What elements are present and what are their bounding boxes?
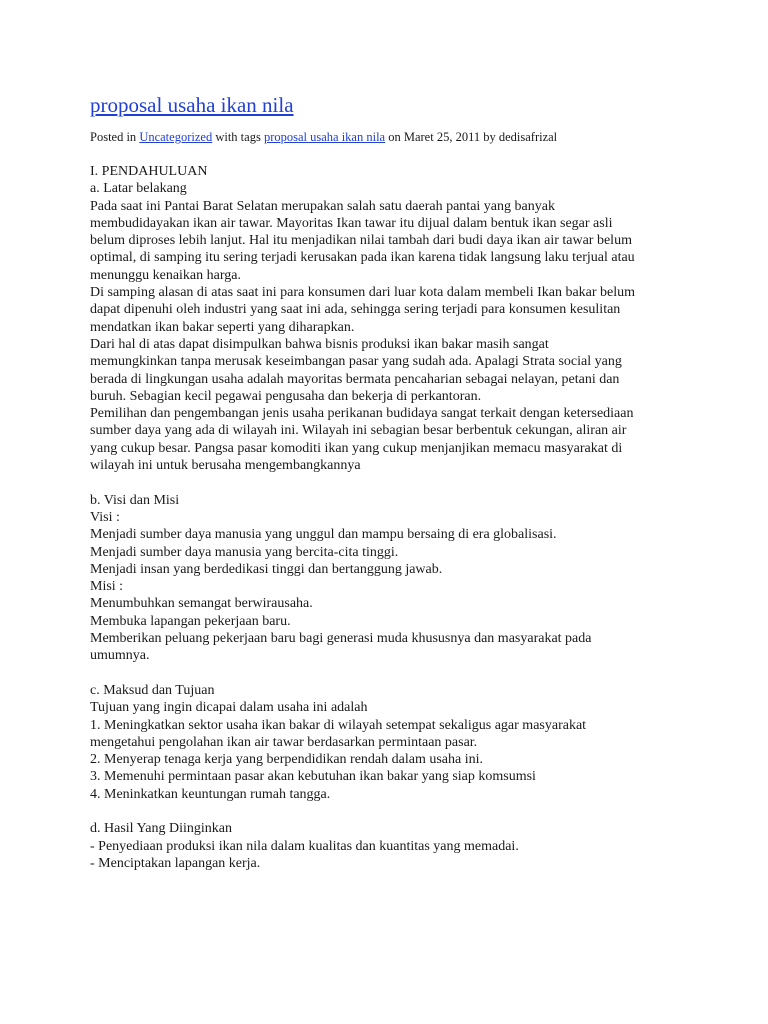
content-line: Di samping alasan di atas saat ini para konsumen dari luar kota dalam membeli Ikan bakar belum [90,285,636,301]
content-line: Menjadi sumber daya manusia yang bercita-cita tinggi. [90,544,399,560]
blank-line [90,474,690,491]
content-line: wilayah ini untuk berusaha mengembangkannya [90,458,361,474]
content-line: Tujuan yang ingin dicapai dalam usaha ini adalah [90,700,368,716]
content-line: mendatkan ikan bakar seperti yang diharapkan. [90,319,355,335]
content-line: Menjadi insan yang berdedikasi tinggi dan bertanggung jawab. [90,561,443,577]
content-line: a. Latar belakang [90,181,187,197]
content-line: 4. Meninkatkan keuntungan rumah tangga. [90,786,331,802]
content-line: buruh. Sebagian kecil pegawai pengusaha dan bekerja di perkantoran. [90,388,482,404]
content-line: Pemilihan dan pengembangan jenis usaha perikanan budidaya sangat terkait dengan ketersediaan [90,406,634,422]
content-line: memungkinkan tanpa merusak keseimbangan pasar yang sudah ada. Apalagi Strata social yang [90,354,622,370]
content-line: I. PENDAHULUAN [90,164,208,179]
content-line: d. Hasil Yang Diinginkan [90,821,232,837]
content-line: 2. Menyerap tenaga kerja yang berpendidikan rendah dalam usaha ini. [90,752,484,768]
post-content [90,163,690,872]
content-line: Membuka lapangan pekerjaan baru. [90,613,291,629]
blank-line [90,665,690,682]
post-title [90,92,690,118]
content-line: 3. Memenuhi permintaan pasar akan kebutuhan ikan bakar yang siap komsumsi [90,769,536,785]
tag-link[interactable]: proposal usaha ikan nila [263,130,386,144]
content-line: yang cukup besar. Pangsa pasar komoditi ikan yang cukup menjanjikan memacu masyarakat di [90,440,623,456]
content-line: Dari hal di atas dapat disimpulkan bahwa bisnis produksi ikan bakar masih sangat [90,336,549,352]
content-line: dapat dipenuhi oleh industri yang saat ini ada, sehingga sering terjadi para konsumen kesulitan [90,302,621,318]
content-line: c. Maksud dan Tujuan [90,682,215,698]
content-line: berada di lingkungan usaha adalah mayoritas bermata pencaharian sebagai nelayan, petani dan [90,371,620,387]
content-line: umumnya. [90,648,150,664]
category-link[interactable]: Uncategorized [139,130,213,144]
content-line: optimal, di samping itu sering terjadi kerusakan pada ikan karena tidak langsung laku terjual atau [90,250,635,266]
content-line: - Menciptakan lapangan kerja. [90,855,261,871]
content-line: menunggu kenaikan harga. [90,267,241,283]
post-title-link[interactable]: proposal usaha ikan nila [90,93,294,117]
content-line: 1. Meningkatkan sektor usaha ikan bakar di wilayah setempat sekaligus agar masyarakat [90,717,587,733]
content-line: mengetahui pengolahan ikan air tawar berdasarkan permintaan pasar. [90,734,478,750]
content-line: Memberikan peluang pekerjaan baru bagi generasi muda khususnya dan masyarakat pada [90,631,592,647]
post-meta [90,129,690,145]
content-line: Misi : [90,579,124,595]
content-line: Visi : [90,509,120,525]
content-line: belum diproses lebih lanjut. Hal itu menjadikan nilai tambah dari budi daya ikan air tawar belum [90,233,632,249]
content-line: Menjadi sumber daya manusia yang unggul dan mampu bersaing di era globalisasi. [90,527,557,543]
document-page [90,92,690,872]
meta-tags-prefix: with tags [215,130,261,144]
content-line: Menumbuhkan semangat berwirausaha. [90,596,313,612]
content-line: - Penyediaan produksi ikan nila dalam kualitas dan kuantitas yang memadai. [90,838,519,854]
content-line: Pada saat ini Pantai Barat Selatan merupakan salah satu daerah pantai yang banyak [90,198,555,214]
content-line: b. Visi dan Misi [90,492,180,508]
content-line: membudidayakan ikan air tawar. Mayoritas Ikan tawar itu dijual dalam bentuk ikan segar asli [90,215,613,231]
meta-date-author: on Maret 25, 2011 by dedisafrizal [388,130,558,144]
content-line: sumber daya yang ada di wilayah ini. Wilayah ini sebagian besar berbentuk cekungan, aliran air [90,423,627,439]
blank-line [90,803,690,820]
meta-prefix: Posted in [90,130,137,144]
